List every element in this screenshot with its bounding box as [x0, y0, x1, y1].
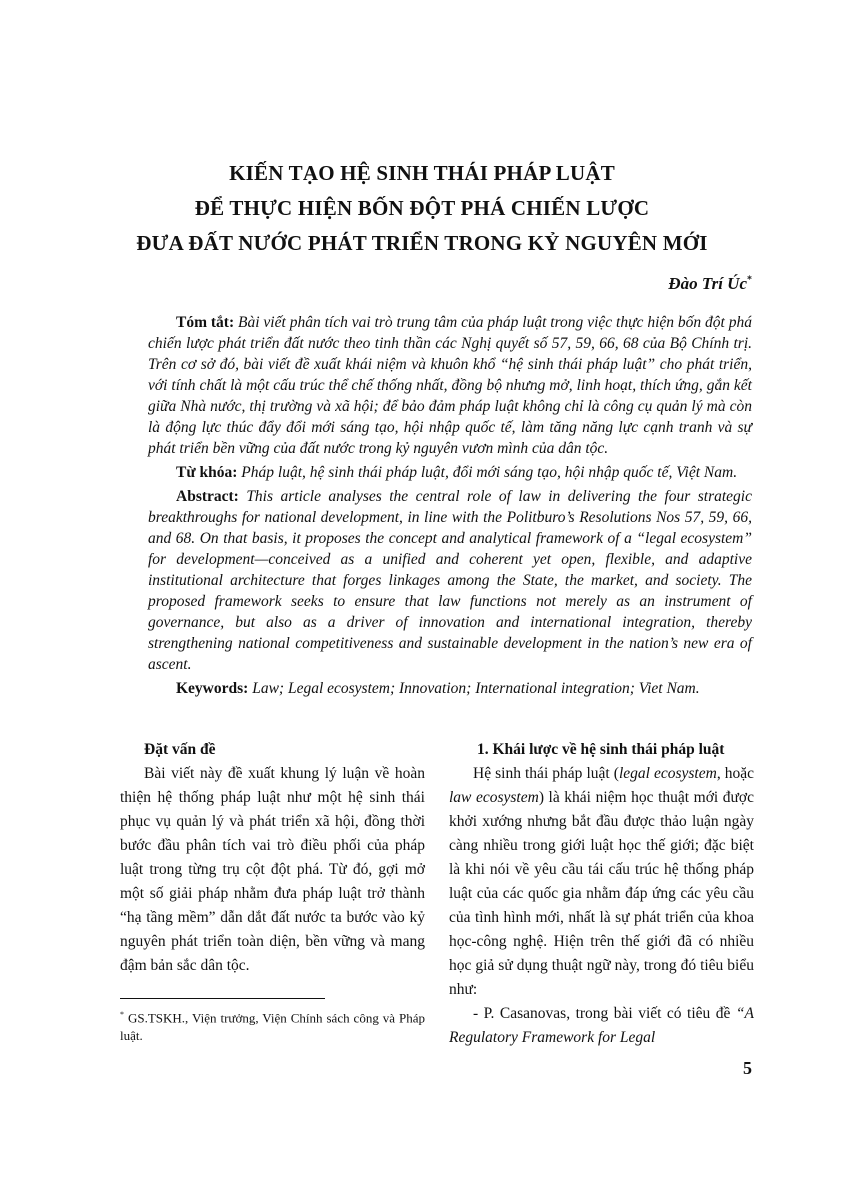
- keywords-vi-text: Pháp luật, hệ sinh thái pháp luật, đổi mới sáng tạo, hội nhập quốc tế, Việt Nam.: [241, 464, 738, 481]
- summary-text: Bài viết phân tích vai trò trung tâm của pháp luật trong việc thực hiện bốn đột phá chiến lược phát triển đất nước theo tinh thần các Nghị quyết số 57, 59, 66, 68 của Bộ Chính trị. Trên cơ sở đó, bài viết đề xuất khái niệm và khuôn khổ “hệ sinh thái pháp luật” cho phát triển, với tính chất là một cấu trúc thể chế thống nhất, đồng bộ nhưng mở, linh hoạt, thích ứng, gắn kết giữa Nhà nước, thị trường và xã hội; để bảo đảm pháp luật không chỉ là công cụ quản lý mà còn là động lực thúc đẩy đổi mới sáng tạo, hội nhập quốc tế, làm tăng năng lực cạnh tranh và sự phát triển bền vững của đất nước trong kỷ nguyên vươn mình của dân tộc.: [148, 314, 752, 457]
- keywords-vi-label: Từ khóa:: [176, 464, 238, 481]
- keywords-vi: [148, 462, 752, 483]
- intro-paragraph: Bài viết này đề xuất khung lý luận về hoàn thiện hệ thống pháp luật như một hệ sinh thái phục vụ quản lý và phát triển xã hội, đồng thời bước đầu phân tích vai trò điều phối của pháp luật trong từng trụ cột đột phá. Từ đó, gợi mở một số giải pháp nhằm đưa pháp luật trở thành “hạ tầng mềm” dẫn dắt đất nước ta bước vào kỷ nguyên phát triển toàn diện, bền vững và mang đậm bản sắc dân tộc.: [120, 765, 425, 974]
- section1-p2-text-a: - P. Casanovas, trong bài viết có tiêu đề: [473, 1005, 736, 1022]
- section1-p1-text-c: , hoặc: [716, 765, 754, 782]
- keywords-en: [148, 678, 752, 699]
- left-column: [120, 738, 425, 978]
- footnote-divider: [120, 998, 325, 999]
- author-footnote-marker: *: [747, 274, 752, 286]
- keywords-en-text: Law; Legal ecosystem; Innovation; International integration; Viet Nam.: [252, 680, 700, 697]
- author: [668, 274, 752, 294]
- section1-paragraph-1: [449, 762, 754, 1002]
- page-number: 5: [743, 1058, 752, 1078]
- article-title: [92, 156, 752, 261]
- section1-p1-term-legal-ecosystem: legal ecosystem: [618, 765, 717, 782]
- footnote-text: GS.TSKH., Viện trưởng, Viện Chính sách công và Pháp luật.: [120, 1010, 426, 1044]
- abstract-block: [148, 312, 752, 702]
- right-column: [449, 738, 754, 1050]
- section1-p1-text-e: ) là khái niệm học thuật mới được khởi xướng nhưng bắt đầu được thảo luận ngày càng nhiều trong giới luật học thế giới; đặc biệt là khi nói về yêu cầu tái cấu trúc hệ thống pháp luật của các quốc gia nhằm đáp ứng các yêu cầu của tình hình mới, nhất là sự phát triển của khoa học-công nghệ. Hiện trên thế giới đã có nhiều học giả sử dụng thuật ngữ này, trong đó tiêu biểu như:: [449, 789, 755, 998]
- footnote: [120, 1006, 425, 1045]
- section1-heading: 1. Khái lược về hệ sinh thái pháp luật: [477, 741, 725, 758]
- section1-p1-text-a: Hệ sinh thái pháp luật (: [473, 765, 619, 782]
- abstract-en-label: Abstract:: [176, 488, 239, 505]
- abstract-en: [148, 486, 752, 675]
- summary-vi: [148, 312, 752, 459]
- summary-label: Tóm tắt:: [176, 314, 235, 331]
- abstract-en-text: This article analyses the central role of law in delivering the four strategic breakthroughs for national development, in line with the Politburo’s Resolutions Nos 57, 59, 66, and 68. On that basis, it proposes the concept and analytical framework of a “legal ecosystem” for development—conceived as a unified and coherent yet open, flexible, and adaptive institutional architecture that forges linkages among the State, the market, and society. The proposed framework seeks to ensure that law functions not merely as an instrument of governance, but also as a driver of innovation and international integration, thereby strengthening national competitiveness and sustainable development in the nation’s new era of ascent.: [148, 488, 752, 673]
- section1-p1-term-law-ecosystem: law ecosystem: [449, 789, 539, 806]
- intro-heading: Đặt vấn đề: [144, 741, 216, 758]
- title-line-3: ĐƯA ĐẤT NƯỚC PHÁT TRIỂN TRONG KỶ NGUYÊN MỚI: [136, 231, 708, 255]
- author-name: Đào Trí Úc: [668, 274, 747, 293]
- footnote-marker: *: [120, 1010, 124, 1019]
- keywords-en-label: Keywords:: [176, 680, 249, 697]
- title-line-2: ĐỂ THỰC HIỆN BỐN ĐỘT PHÁ CHIẾN LƯỢC: [194, 196, 650, 220]
- section1-paragraph-2: [449, 1002, 754, 1050]
- title-line-1: KIẾN TẠO HỆ SINH THÁI PHÁP LUẬT: [229, 161, 615, 185]
- section1-p2-cited-title: “A Regulatory Framework for Legal: [449, 1005, 754, 1046]
